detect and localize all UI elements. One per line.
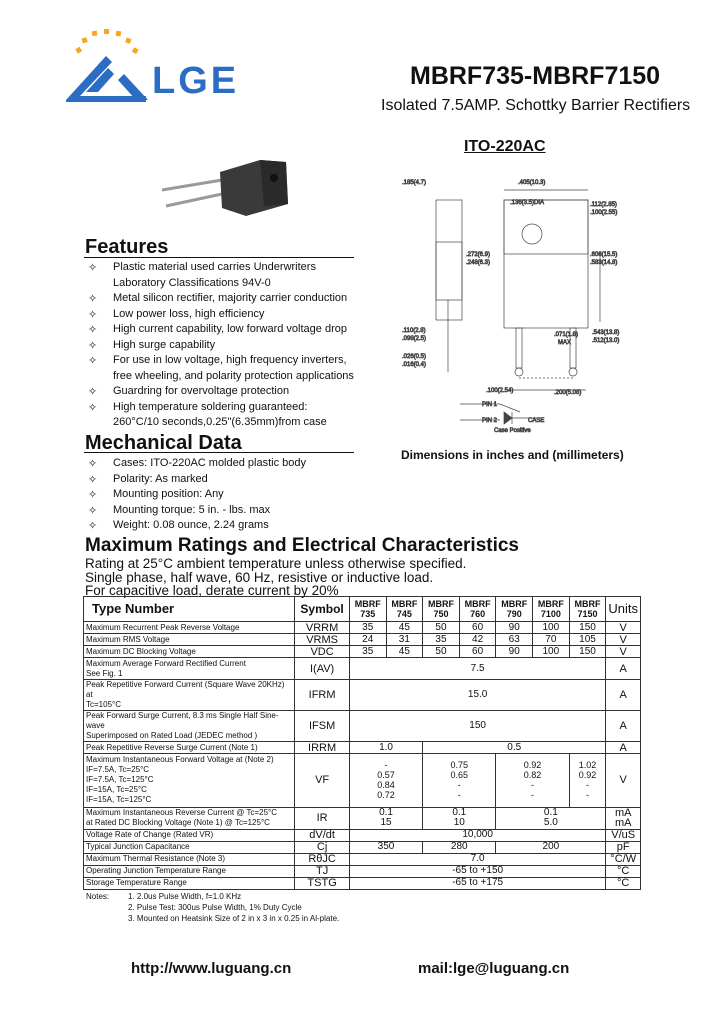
case-label: CASE xyxy=(528,418,545,424)
value-cell: 0.75 0.65 - - xyxy=(423,754,496,808)
param-cell: Operating Junction Temperature Range xyxy=(84,865,295,877)
note-item: 2. Pulse Test: 300us Pulse Width, 1% Duty Cycle xyxy=(128,903,302,912)
front-mounting-hole xyxy=(522,224,542,244)
header-part: MBRF 735 xyxy=(349,597,386,622)
ratings-condition: Single phase, half wave, 60 Hz, resistive or inductive load. xyxy=(85,569,434,585)
header-part: MBRF 790 xyxy=(496,597,533,622)
case-positive-label: Case Positive xyxy=(494,428,531,434)
param-cell: Maximum RMS Voltage xyxy=(84,634,295,646)
value-cell: 150 xyxy=(569,622,606,634)
param-cell: Voltage Rate of Change (Rated VR) xyxy=(84,829,295,841)
unit-cell: pF xyxy=(606,841,641,853)
part-number-title: MBRF735-MBRF7150 xyxy=(410,62,661,90)
unit-cell: V xyxy=(606,754,641,808)
param-cell: Peak Repetitive Forward Current (Square Wave 20KHz) at Tc=105°C xyxy=(84,680,295,711)
dim-label: .016(0.4) xyxy=(402,362,427,368)
value-cell: 45 xyxy=(386,622,423,634)
unit-cell: A xyxy=(606,680,641,711)
value-cell: 50 xyxy=(423,646,460,658)
bullet-icon: ✧ xyxy=(88,473,98,486)
mechanical-text: Mounting position: Any xyxy=(113,488,224,500)
sun-rays-icon xyxy=(75,29,138,54)
feature-text: free wheeling, and polarity protection applications xyxy=(113,369,354,382)
feature-text: For use in low voltage, high frequency inverters, xyxy=(113,354,347,366)
component-photo xyxy=(160,150,300,218)
company-logo xyxy=(62,22,152,104)
table-row xyxy=(84,829,641,841)
param-cell: Maximum DC Blocking Voltage xyxy=(84,646,295,658)
unit-cell: mA mA xyxy=(606,807,641,829)
feature-text: Plastic material used carries Underwriters xyxy=(113,261,316,273)
note-item: 3. Mounted on Heatsink Size of 2 in x 3 in x 0.25 in Al-plate. xyxy=(128,914,340,923)
value-cell: 50 xyxy=(423,622,460,634)
ratings-heading: Maximum Ratings and Electrical Characteristics xyxy=(85,535,519,556)
mechanical-text: Mounting torque: 5 in. - lbs. max xyxy=(113,503,271,516)
dimension-drawing xyxy=(400,172,640,434)
unit-cell: °C xyxy=(606,865,641,877)
note-item: 1. 2.0us Pulse Width, f=1.0 KHz xyxy=(128,892,242,901)
unit-cell: V xyxy=(606,634,641,646)
mountain-icon xyxy=(66,56,148,102)
value-cell: 63 xyxy=(496,634,533,646)
package-name: ITO-220AC xyxy=(464,138,546,155)
value-cell: 280 xyxy=(423,841,496,853)
table-row xyxy=(84,646,641,658)
header-part: MBRF 7100 xyxy=(533,597,570,622)
header-part: MBRF 745 xyxy=(386,597,423,622)
table-row xyxy=(84,807,641,829)
features-heading: Features xyxy=(85,236,169,258)
ratings-condition: For capacitive load, derate current by 20% xyxy=(85,583,339,598)
bullet-icon: ✧ xyxy=(88,355,98,367)
logo-text: LGE xyxy=(152,60,240,102)
param-cell: Maximum Average Forward Rectified Current See Fig. 1 xyxy=(84,658,295,680)
mechanical-divider xyxy=(84,452,354,453)
table-row xyxy=(84,634,641,646)
bullet-icon: ✧ xyxy=(88,308,98,321)
bullet-icon: ✧ xyxy=(88,401,98,414)
dim-label: .110(2.8) xyxy=(402,328,426,334)
unit-cell: A xyxy=(606,742,641,754)
symbol-cell: VRMS xyxy=(295,634,350,646)
dim-label: .098(2.5) xyxy=(402,336,427,342)
value-cell: 150 xyxy=(349,711,605,742)
dim-label: .272(6.9) xyxy=(466,252,491,258)
value-cell: 90 xyxy=(496,646,533,658)
dim-label: .248(6.3) xyxy=(466,260,491,266)
symbol-cell: I(AV) xyxy=(295,658,350,680)
value-cell: 35 xyxy=(349,622,386,634)
table-row xyxy=(84,877,641,889)
side-view-tab xyxy=(436,200,462,320)
value-cell: 0.1 15 xyxy=(349,807,422,829)
value-cell: 200 xyxy=(496,841,606,853)
value-cell: 24 xyxy=(349,634,386,646)
dim-label: .100(2.55) xyxy=(590,210,618,216)
value-cell: 1.0 xyxy=(349,742,422,754)
mechanical-text: Polarity: As marked xyxy=(113,472,208,485)
value-cell: 100 xyxy=(533,622,570,634)
email-link[interactable]: mail:lge@luguang.cn xyxy=(418,960,570,977)
unit-cell: V xyxy=(606,622,641,634)
table-row xyxy=(84,711,641,742)
value-cell: 60 xyxy=(459,622,496,634)
value-cell: -65 to +175 xyxy=(349,877,605,889)
value-cell: 0.1 5.0 xyxy=(496,807,606,829)
unit-cell: V/uS xyxy=(606,829,641,841)
bullet-icon: ✧ xyxy=(88,324,98,336)
pin1-label: PIN 1 xyxy=(482,402,498,408)
header-symbol: Symbol xyxy=(295,597,350,622)
value-cell: -65 to +150 xyxy=(349,865,605,877)
value-cell: 45 xyxy=(386,646,423,658)
value-cell: 35 xyxy=(423,634,460,646)
value-cell: 350 xyxy=(349,841,422,853)
dim-label: .405(10.3) xyxy=(518,180,546,186)
mechanical-heading: Mechanical Data xyxy=(85,432,242,454)
table-row xyxy=(84,658,641,680)
feature-text: Guardring for overvoltage protection xyxy=(113,385,290,397)
symbol-cell: IFRM xyxy=(295,680,350,711)
header-part: MBRF 760 xyxy=(459,597,496,622)
bullet-icon: ✧ xyxy=(88,504,98,517)
value-cell: 35 xyxy=(349,646,386,658)
param-cell: Maximum Thermal Resistance (Note 3) xyxy=(84,853,295,865)
header-part: MBRF 7150 xyxy=(569,597,606,622)
dim-label: .071(1.8) xyxy=(554,332,579,338)
dim-label: .583(14.8) xyxy=(590,260,618,266)
value-cell: 42 xyxy=(459,634,496,646)
param-cell: Storage Temperature Range xyxy=(84,877,295,889)
unit-cell: A xyxy=(606,711,641,742)
value-cell: 15.0 xyxy=(349,680,605,711)
dimensions-caption: Dimensions in inches and (millimeters) xyxy=(401,448,624,462)
feature-text: 260°C/10 seconds,0.25"(6.35mm)from case xyxy=(113,416,327,428)
header-part: MBRF 750 xyxy=(423,597,460,622)
value-cell: 70 xyxy=(533,634,570,646)
table-row xyxy=(84,622,641,634)
param-cell: Peak Forward Surge Current, 8.3 ms Single Half Sine-wave Superimposed on Rated Load (JEDEC method ) xyxy=(84,711,295,742)
lead-pins xyxy=(162,180,222,206)
value-cell: 90 xyxy=(496,622,533,634)
symbol-cell: VF xyxy=(295,754,350,808)
feature-text: High current capability, low forward voltage drop xyxy=(113,323,347,335)
bullet-icon: ✧ xyxy=(88,458,98,470)
value-cell: 150 xyxy=(569,646,606,658)
value-cell: 105 xyxy=(569,634,606,646)
symbol-cell: IRRM xyxy=(295,742,350,754)
dim-label: .185(4.7) xyxy=(402,180,427,186)
dim-label: .512(13.0) xyxy=(592,338,620,344)
symbol-cell: dV/dt xyxy=(295,829,350,841)
value-cell: 60 xyxy=(459,646,496,658)
notes-label: Notes: xyxy=(86,892,110,901)
value-cell: 31 xyxy=(386,634,423,646)
subtitle: Isolated 7.5AMP. Schottky Barrier Rectifiers xyxy=(381,97,691,114)
ratings-table xyxy=(83,596,641,890)
param-cell: Typical Junction Capacitance xyxy=(84,841,295,853)
mechanical-text: Weight: 0.08 ounce, 2.24 grams xyxy=(113,519,269,531)
table-row xyxy=(84,754,641,808)
symbol-cell: VDC xyxy=(295,646,350,658)
website-link[interactable]: http://www.luguang.cn xyxy=(131,960,292,977)
bullet-icon: ✧ xyxy=(88,520,98,532)
header-units: Units xyxy=(606,597,641,622)
feature-text: Low power loss, high efficiency xyxy=(113,307,265,320)
bullet-icon: ✧ xyxy=(88,339,98,352)
param-cell: Maximum Instantaneous Reverse Current @ Tc=25°C at Rated DC Blocking Voltage (Note 1) @ Tc=125°C xyxy=(84,807,295,829)
bullet-icon: ✧ xyxy=(88,386,98,398)
value-cell: 100 xyxy=(533,646,570,658)
symbol-cell: RθJC xyxy=(295,853,350,865)
value-cell: 0.1 10 xyxy=(423,807,496,829)
symbol-cell: IFSM xyxy=(295,711,350,742)
mounting-hole xyxy=(270,174,278,182)
dim-label: .543(13.8) xyxy=(592,330,620,336)
ratings-condition: Rating at 25°C ambient temperature unless otherwise specified. xyxy=(85,556,467,571)
value-cell: 0.92 0.82 - - xyxy=(496,754,569,808)
dim-label: .100(2.54) xyxy=(486,388,514,394)
front-view-body xyxy=(504,200,588,328)
dim-label: MAX xyxy=(558,340,572,346)
header-type: Type Number xyxy=(84,597,295,622)
bullet-icon: ✧ xyxy=(88,489,98,501)
bullet-icon: ✧ xyxy=(88,262,98,274)
table-row xyxy=(84,865,641,877)
symbol-cell: VRRM xyxy=(295,622,350,634)
dim-label: .606(15.5) xyxy=(590,252,618,258)
table-row xyxy=(84,742,641,754)
value-cell: 10,000 xyxy=(349,829,605,841)
dim-label: .026(0.5) xyxy=(402,354,427,360)
unit-cell: V xyxy=(606,646,641,658)
pin2-label: PIN 2 xyxy=(482,418,498,424)
param-cell: Maximum Instantaneous Forward Voltage at (Note 2) IF=7.5A, Tc=25°C IF=7.5A, Tc=125°C IF=15A, Tc=25°C IF=15A, Tc=125°C xyxy=(84,754,295,808)
feature-text: High temperature soldering guaranteed: xyxy=(113,400,308,413)
mechanical-text: Cases: ITO-220AC molded plastic body xyxy=(113,457,306,469)
feature-text: Metal silicon rectifier, majority carrier conduction xyxy=(113,292,348,304)
table-row xyxy=(84,680,641,711)
feature-text: Laboratory Classifications 94V-0 xyxy=(113,276,271,289)
dim-label: .136(3.5)DIA xyxy=(510,200,545,206)
symbol-cell: TSTG xyxy=(295,877,350,889)
table-row xyxy=(84,853,641,865)
dim-label: .112(2.85) xyxy=(590,202,617,208)
dim-label: .200(5.08) xyxy=(554,390,582,396)
table-header-row xyxy=(84,597,641,622)
symbol-cell: IR xyxy=(295,807,350,829)
features-divider xyxy=(84,257,354,258)
unit-cell: A xyxy=(606,658,641,680)
unit-cell: °C/W xyxy=(606,853,641,865)
param-cell: Peak Repetitive Reverse Surge Current (Note 1) xyxy=(84,742,295,754)
feature-text: High surge capability xyxy=(113,338,216,351)
value-cell: 7.0 xyxy=(349,853,605,865)
value-cell: 1.02 0.92 - - xyxy=(569,754,606,808)
symbol-cell: TJ xyxy=(295,865,350,877)
unit-cell: °C xyxy=(606,877,641,889)
bullet-icon: ✧ xyxy=(88,293,98,305)
symbol-cell: Cj xyxy=(295,841,350,853)
value-cell: - 0.57 0.84 0.72 xyxy=(349,754,422,808)
table-row xyxy=(84,841,641,853)
value-cell: 0.5 xyxy=(423,742,606,754)
value-cell: 7.5 xyxy=(349,658,605,680)
param-cell: Maximum Recurrent Peak Reverse Voltage xyxy=(84,622,295,634)
